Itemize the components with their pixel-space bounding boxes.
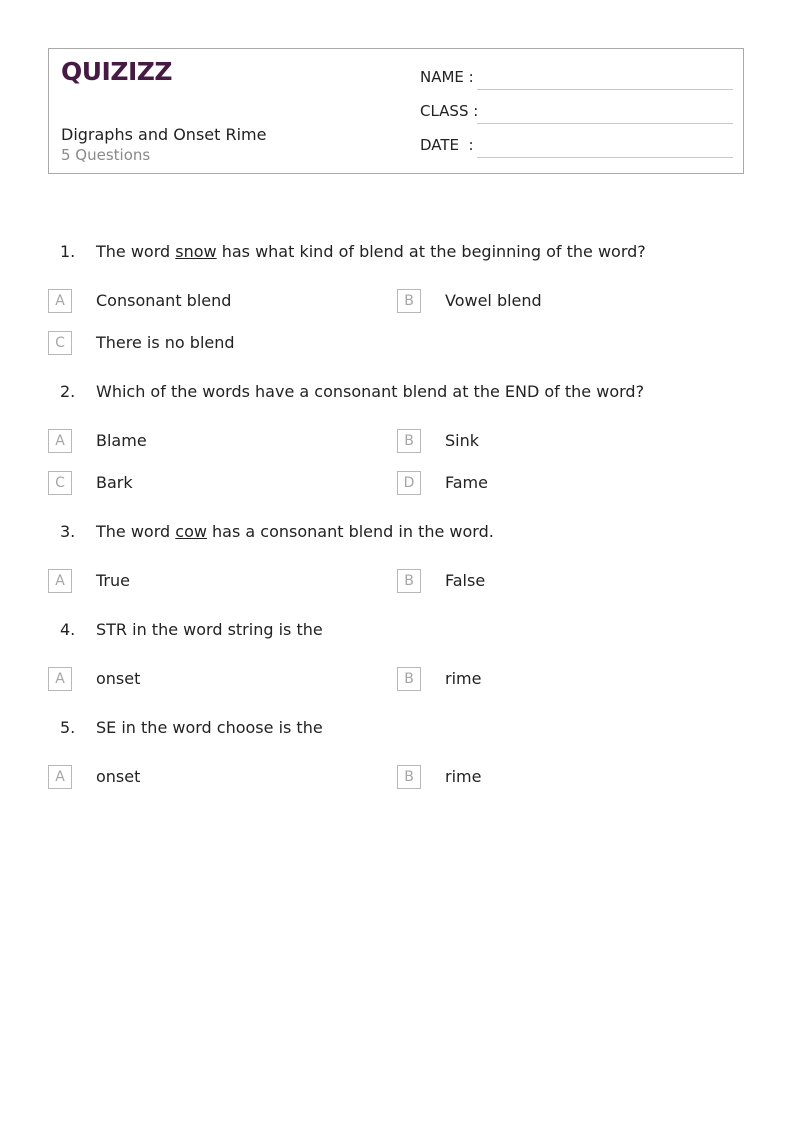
question-text-part: The word [96,242,176,261]
option-letter-box[interactable]: B [397,765,421,789]
option-text: There is no blend [96,333,235,352]
option-text: Vowel blend [445,291,542,310]
worksheet-header [48,48,744,174]
option-text: onset [96,767,141,786]
option-letter-box[interactable]: D [397,471,421,495]
underlined-word: cow [175,522,207,541]
option-text: onset [96,669,141,688]
class-line [477,123,733,124]
option-letter-box[interactable]: A [48,289,72,313]
question-text [96,522,494,541]
date-line [477,157,733,158]
question-text-part: has what kind of blend at the beginning of the word? [216,242,646,261]
option-letter-box[interactable]: A [48,667,72,691]
option-letter-box[interactable]: A [48,765,72,789]
option-text: Consonant blend [96,291,232,310]
option-letter-box[interactable]: C [48,471,72,495]
option-text: rime [445,767,482,786]
option-text: Sink [445,431,480,450]
question-number: 1. [60,242,76,261]
question-text: STR in the word string is the [96,620,323,639]
question-number: 5. [60,718,76,737]
question-text: Which of the words have a consonant blend at the END of the word? [96,382,645,401]
option-letter-box[interactable]: B [397,429,421,453]
question-number: 2. [60,382,76,401]
name-label: NAME : [420,68,474,86]
option-letter-box[interactable]: B [397,289,421,313]
option-letter-box[interactable]: A [48,429,72,453]
option-text: Bark [96,473,133,492]
option-letter-box[interactable]: A [48,569,72,593]
option-text: Blame [96,431,147,450]
question-number: 3. [60,522,76,541]
option-text: Fame [445,473,488,492]
option-letter-box[interactable]: C [48,331,72,355]
date-label: DATE : [420,136,474,154]
option-text: rime [445,669,482,688]
question-text: SE in the word choose is the [96,718,323,737]
question-count: 5 Questions [61,146,151,164]
quizizz-logo: QUIZIZZ [61,57,173,86]
worksheet-title: Digraphs and Onset Rime [61,125,267,144]
question-text-part: The word [96,522,176,541]
option-letter-box[interactable]: B [397,569,421,593]
option-text: True [96,571,130,590]
question-number: 4. [60,620,76,639]
underlined-word: snow [175,242,217,261]
class-label: CLASS : [420,102,479,120]
name-line [477,89,733,90]
option-letter-box[interactable]: B [397,667,421,691]
question-text [96,242,646,261]
option-text: False [445,571,486,590]
question-text-part: has a consonant blend in the word. [206,522,494,541]
